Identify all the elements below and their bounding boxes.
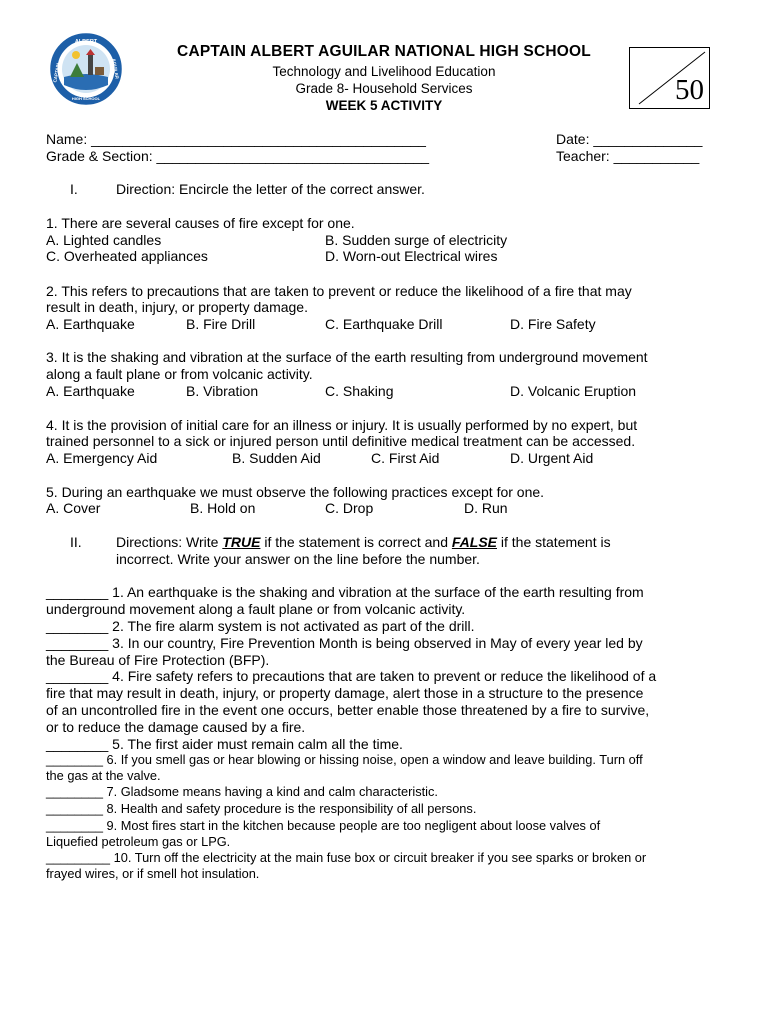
q2-text-line1: 2. This refers to precautions that are taken to prevent or reduce the likelihood of a fire that may	[46, 283, 632, 299]
q1-choice-a[interactable]: A. Lighted candles	[46, 232, 162, 248]
q4-choice-d[interactable]: D. Urgent Aid	[510, 450, 594, 466]
q2-choice-a[interactable]: A. Earthquake	[46, 316, 135, 332]
part2-direction-line2: incorrect. Write your answer on the line before the number.	[116, 551, 480, 567]
q5-choice-c[interactable]: C. Drop	[325, 500, 374, 516]
statement-7[interactable]: ________ 7. Gladsome means having a kind and calm characteristic.	[46, 784, 438, 799]
q2-choice-c[interactable]: C. Earthquake Drill	[325, 316, 443, 332]
statement-9-line2: Liquefied petroleum gas or LPG.	[46, 834, 231, 849]
q5-text: 5. During an earthquake we must observe the following practices except for one.	[46, 484, 545, 500]
grade-line: Grade 8- Household Services	[295, 81, 473, 96]
q2-choice-d[interactable]: D. Fire Safety	[510, 316, 596, 332]
logo-text-top: ALBERT	[74, 39, 98, 45]
logo-text-left: CAPTAIN	[52, 62, 61, 83]
q3-choice-a[interactable]: A. Earthquake	[46, 383, 135, 399]
statement-1-line2: underground movement along a fault plane or from volcanic activity.	[46, 601, 466, 617]
statement-4-line4: or to reduce the damage caused by a fire.	[46, 719, 306, 735]
part2-dir-a: Directions: Write	[116, 534, 223, 550]
activity-title: WEEK 5 ACTIVITY	[325, 98, 443, 113]
q4-text-line1: 4. It is the provision of initial care for an illness or injury. It is usually performed by no expert, but	[46, 417, 638, 433]
school-name: CAPTAIN ALBERT AGUILAR NATIONAL HIGH SCHOOL	[177, 43, 591, 60]
part2-numeral: II.	[70, 534, 82, 550]
q3-choice-d[interactable]: D. Volcanic Eruption	[510, 383, 637, 399]
logo-text-right: AGUILAR	[111, 58, 120, 80]
q4-choice-c[interactable]: C. First Aid	[371, 450, 440, 466]
score-box	[629, 47, 710, 109]
teacher-field[interactable]: Teacher: ___________	[556, 148, 700, 164]
q2-choice-b[interactable]: B. Fire Drill	[186, 316, 256, 332]
statement-4-line3: of an uncontrolled fire in the event one occurs, better enable those threatened by a fire to survive,	[46, 702, 650, 718]
statement-1-line1[interactable]: ________ 1. An earthquake is the shaking and vibration at the surface of the earth resulting from	[46, 584, 644, 600]
statement-3-line2: the Bureau of Fire Protection (BFP).	[46, 652, 270, 668]
part2-dir-c: if the statement is	[497, 534, 611, 550]
q5-choice-a[interactable]: A. Cover	[46, 500, 101, 516]
q5-choice-d[interactable]: D. Run	[464, 500, 508, 516]
statement-6-line2: the gas at the valve.	[46, 768, 161, 783]
q3-choice-c[interactable]: C. Shaking	[325, 383, 394, 399]
statement-8[interactable]: ________ 8. Health and safety procedure is the responsibility of all persons.	[46, 801, 477, 816]
q1-choice-b[interactable]: B. Sudden surge of electricity	[325, 232, 508, 248]
name-field[interactable]: Name: ___________________________________________	[46, 131, 426, 147]
part2-dir-b: if the statement is correct and	[260, 534, 452, 550]
total-score: 50	[675, 74, 704, 106]
statement-4-line2: fire that may result in death, injury, or property damage, alert those in a structure to the presence	[46, 685, 644, 701]
true-keyword: TRUE	[222, 534, 261, 550]
logo-text-bottom: HIGH SCHOOL	[71, 96, 101, 101]
q3-text-line1: 3. It is the shaking and vibration at the surface of the earth resulting from underground movement	[46, 349, 648, 365]
q2-text-line2: result in death, injury, or property damage.	[46, 299, 308, 315]
statement-5[interactable]: ________ 5. The first aider must remain calm all the time.	[46, 736, 403, 752]
statement-4-line1[interactable]: ________ 4. Fire safety refers to precautions that are taken to prevent or reduce the likelihood of a	[46, 668, 657, 684]
q4-choice-b[interactable]: B. Sudden Aid	[232, 450, 321, 466]
q5-choice-b[interactable]: B. Hold on	[190, 500, 256, 516]
q4-choice-a[interactable]: A. Emergency Aid	[46, 450, 158, 466]
statement-2[interactable]: ________ 2. The fire alarm system is not activated as part of the drill.	[46, 618, 475, 634]
school-logo	[50, 33, 122, 105]
subject-line: Technology and Livelihood Education	[272, 64, 496, 79]
grade-section-field[interactable]: Grade & Section: ___________________________________	[46, 148, 430, 164]
statement-10-line2: frayed wires, or if smell hot insulation.	[46, 866, 260, 881]
statement-6-line1[interactable]: ________ 6. If you smell gas or hear blowing or hissing noise, open a window and leave building. Turn off	[46, 752, 643, 767]
statement-10-line1[interactable]: _________ 10. Turn off the electricity at the main fuse box or circuit breaker if you see sparks or broken or	[46, 850, 647, 865]
q1-text: 1. There are several causes of fire except for one.	[46, 215, 355, 231]
q1-choice-d[interactable]: D. Worn-out Electrical wires	[325, 248, 498, 264]
q4-text-line2: trained personnel to a sick or injured person until definitive medical treatment can be accessed.	[46, 433, 636, 449]
q1-choice-c[interactable]: C. Overheated appliances	[46, 248, 208, 264]
q3-text-line2: along a fault plane or from volcanic activity.	[46, 366, 313, 382]
false-keyword: FALSE	[451, 534, 497, 550]
q3-choice-b[interactable]: B. Vibration	[186, 383, 259, 399]
part2-direction-line1	[116, 534, 611, 550]
date-field[interactable]: Date: ______________	[556, 131, 703, 147]
part1-direction: Direction: Encircle the letter of the correct answer.	[116, 181, 425, 197]
statement-9-line1[interactable]: ________ 9. Most fires start in the kitchen because people are too negligent about loose valves of	[46, 818, 601, 833]
statement-3-line1[interactable]: ________ 3. In our country, Fire Prevention Month is being observed in May of every year led by	[46, 635, 643, 651]
part1-numeral: I.	[70, 181, 78, 197]
